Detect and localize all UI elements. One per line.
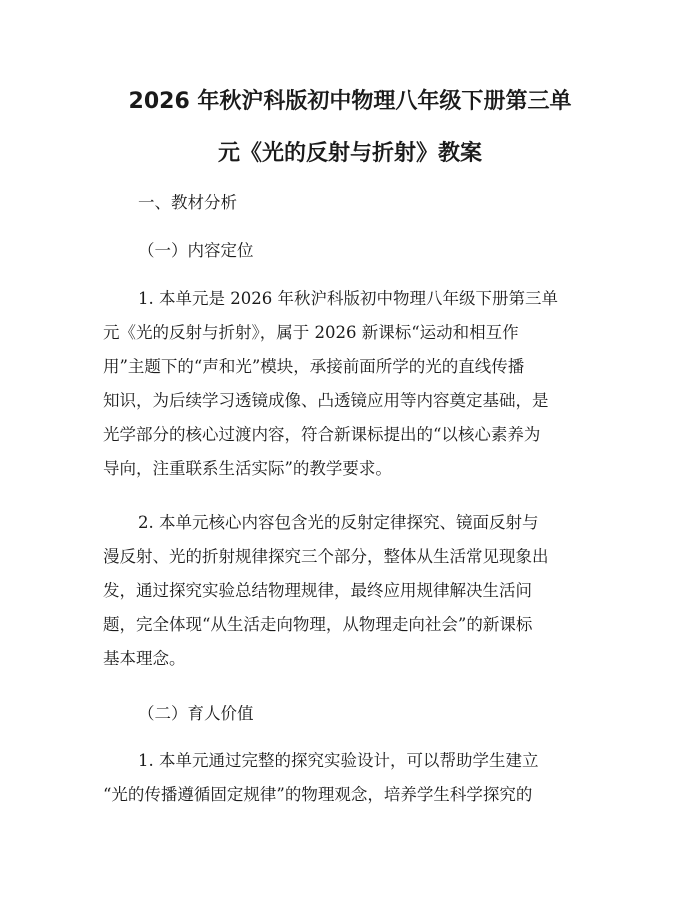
paragraph-3-line-2: “光的传播遵循固定规律”的物理观念，培养学生科学探究的	[103, 785, 533, 804]
paragraph-1-line-4: 知识，为后续学习透镜成像、凸透镜应用等内容奠定基础，是	[103, 391, 549, 410]
document-title-line-2: 元《光的反射与折射》教案	[217, 141, 482, 166]
subsection-heading-educational-value: （二）育人价值	[138, 704, 254, 723]
paragraph-2-line-2: 漫反射、光的折射规律探究三个部分，整体从生活常见现象出	[103, 547, 549, 566]
document-title-line-1: 2026 年秋沪科版初中物理八年级下册第三单	[128, 89, 572, 114]
paragraph-2-line-3: 发，通过探究实验总结物理规律，最终应用规律解决生活问	[103, 581, 532, 600]
paragraph-1-line-6: 导向，注重联系生活实际”的教学要求。	[103, 459, 392, 478]
paragraph-1-line-2: 元《光的反射与折射》，属于 2026 新课标“运动和相互作	[103, 323, 519, 342]
paragraph-1-line-5: 光学部分的核心过渡内容，符合新课标提出的“以核心素养为	[103, 425, 541, 444]
paragraph-2-line-5: 基本理念。	[103, 649, 186, 668]
paragraph-3-line-1: 1. 本单元通过完整的探究实验设计，可以帮助学生建立	[138, 751, 539, 770]
subsection-heading-content-positioning: （一）内容定位	[138, 241, 254, 260]
paragraph-2-line-1: 2. 本单元核心内容包含光的反射定律探究、镜面反射与	[138, 513, 539, 532]
section-heading-teaching-material-analysis: 一、教材分析	[138, 193, 237, 212]
paragraph-2-line-4: 题，完全体现“从生活走向物理，从物理走向社会”的新课标	[103, 615, 533, 634]
paragraph-1-line-3: 用”主题下的“声和光”模块，承接前面所学的光的直线传播	[103, 357, 525, 376]
paragraph-1-line-1: 1. 本单元是 2026 年秋沪科版初中物理八年级下册第三单	[138, 289, 558, 308]
